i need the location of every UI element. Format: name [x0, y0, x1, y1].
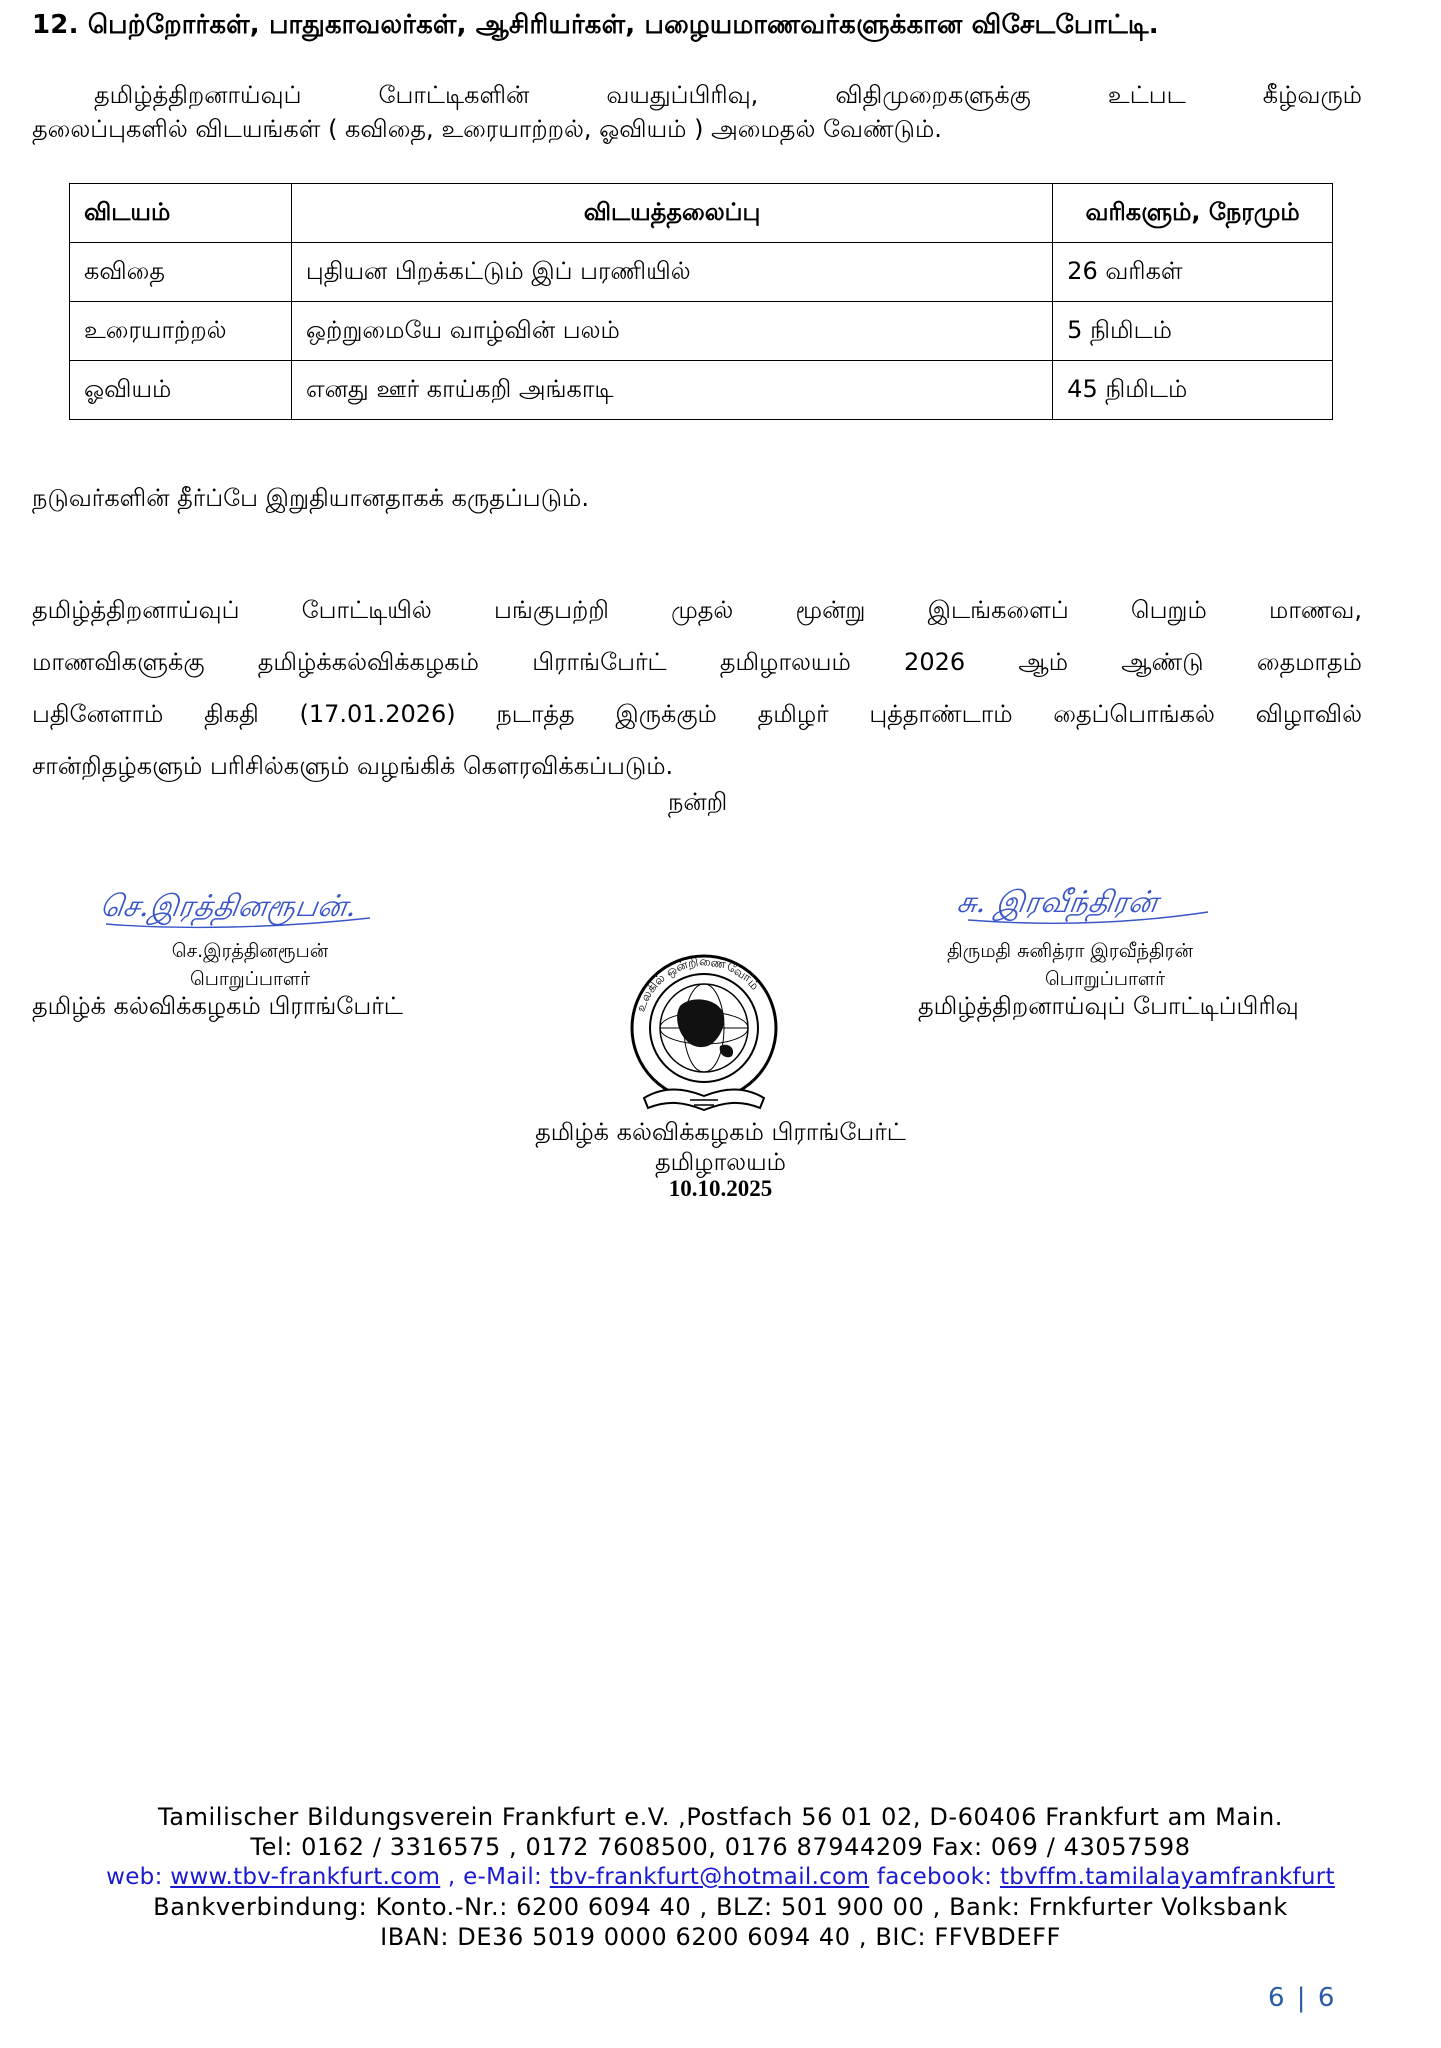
signature-left-org: தமிழ்க் கல்விக்கழகம் பிராங்பேர்ட் [32, 992, 403, 1020]
prize-line-4: சான்றிதழ்களும் பரிசில்களும் வழங்கிக் கௌரவிக்கப்படும். [32, 752, 674, 780]
table-header-lines-time: வரிகளும், நேரமும் [1053, 184, 1333, 243]
website-link[interactable]: www.tbv-frankfurt.com [170, 1864, 441, 1890]
organization-seal [620, 950, 788, 1120]
intro-paragraph [32, 78, 1362, 146]
table-cell: 5 நிமிடம் [1053, 302, 1333, 361]
thanks-text: நன்றி [668, 788, 728, 816]
issue-date: 10.10.2025 [668, 1176, 773, 1201]
facebook-label: facebook: [876, 1864, 993, 1890]
signature-right-org: தமிழ்த்திறனாய்வுப் போட்டிப்பிரிவு [918, 992, 1299, 1020]
table-cell: கவிதை [70, 243, 292, 302]
email-label: , e-Mail: [447, 1864, 543, 1890]
signature-left-role: பொறுப்பாளர் [189, 968, 310, 990]
table-cell: 26 வரிகள் [1053, 243, 1333, 302]
table-cell: புதியன பிறக்கட்டும் இப் பரணியில் [291, 243, 1052, 302]
table-row [70, 361, 1333, 420]
footer-bank: Bankverbindung: Konto.-Nr.: 6200 6094 40 , BLZ: 501 900 00 , Bank: Frnkfurter Volksbank [153, 1893, 1288, 1921]
email-link[interactable]: tbv-frankfurt@hotmail.com [549, 1864, 870, 1890]
footer-address: Tamilischer Bildungsverein Frankfurt e.V. ,Postfach 56 01 02, D-60406 Frankfurt am Main. [157, 1803, 1284, 1831]
table-cell: எனது ஊர் காய்கறி அங்காடி [291, 361, 1052, 420]
issuer-unit: தமிழாலயம் [655, 1148, 786, 1176]
prize-paragraph [32, 584, 1362, 792]
signature-right-scribble: சு. இரவீந்திரன் [958, 885, 1160, 920]
intro-line-1: தமிழ்த்திறனாய்வுப் போட்டிகளின் வயதுப்பிரிவு, விதிமுறைகளுக்கு உட்பட கீழ்வரும் [94, 81, 1362, 109]
footer-iban: IBAN: DE36 5019 0000 6200 6094 40 , BIC: FFVBDEFF [380, 1923, 1061, 1951]
table-header-title: விடயத்தலைப்பு [291, 184, 1052, 243]
signature-right-name: திருமதி சுனித்ரா இரவீந்திரன் [947, 940, 1193, 962]
facebook-link[interactable]: tbvffm.tamilalayamfrankfurt [999, 1864, 1335, 1890]
footer-web-line [0, 1862, 1441, 1892]
signature-right-handwriting [958, 868, 1238, 934]
section-heading: 12. பெற்றோர்கள், பாதுகாவலர்கள், ஆசிரியர்கள், பழையமாணவர்களுக்கான விசேடபோட்டி. [32, 10, 1159, 40]
issuer-org: தமிழ்க் கல்விக்கழகம் பிராங்பேர்ட் [535, 1118, 906, 1146]
table-header-topic: விடயம் [70, 184, 292, 243]
web-label: web: [106, 1864, 163, 1890]
table-cell: உரையாற்றல் [70, 302, 292, 361]
page-number: 6 | 6 [1268, 1983, 1337, 2013]
judges-note: நடுவர்களின் தீர்ப்பே இறுதியானதாகக் கருதப்படும். [32, 484, 589, 512]
footer-tel: Tel: 0162 / 3316575 , 0172 7608500, 0176 87944209 Fax: 069 / 43057598 [250, 1833, 1191, 1861]
table-row [70, 243, 1333, 302]
prize-line-2: மாணவிகளுக்கு தமிழ்க்கல்விக்கழகம் பிராங்பேர்ட் தமிழாலயம் 2026 ஆம் ஆண்டு தைமாதம் [32, 648, 1362, 676]
signature-left-handwriting [100, 878, 400, 934]
table-cell: ஒற்றுமையே வாழ்வின் பலம் [291, 302, 1052, 361]
prize-line-1: தமிழ்த்திறனாய்வுப் போட்டியில் பங்குபற்றி முதல் மூன்று இடங்களைப் பெறும் மாணவ, [32, 596, 1362, 624]
seal-text: உலகில் ஒன்றிணைவோம் [633, 953, 763, 1014]
table-cell: 45 நிமிடம் [1053, 361, 1333, 420]
signature-left-scribble: செ.இரத்தினரூபன். [100, 889, 359, 924]
topics-table [69, 183, 1333, 420]
table-cell: ஓவியம் [70, 361, 292, 420]
signature-right-role: பொறுப்பாளர் [1044, 968, 1165, 990]
prize-line-3: பதினேளாம் திகதி (17.01.2026) நடாத்த இருக்கும் தமிழர் புத்தாண்டாம் தைப்பொங்கல் விழாவில் [32, 700, 1362, 728]
table-header-row [70, 184, 1333, 243]
intro-line-2: தலைப்புகளில் விடயங்கள் ( கவிதை, உரையாற்றல், ஓவியம் ) அமைதல் வேண்டும். [32, 115, 942, 143]
signature-left-name: செ.இரத்தினரூபன் [171, 940, 329, 962]
table-row [70, 302, 1333, 361]
